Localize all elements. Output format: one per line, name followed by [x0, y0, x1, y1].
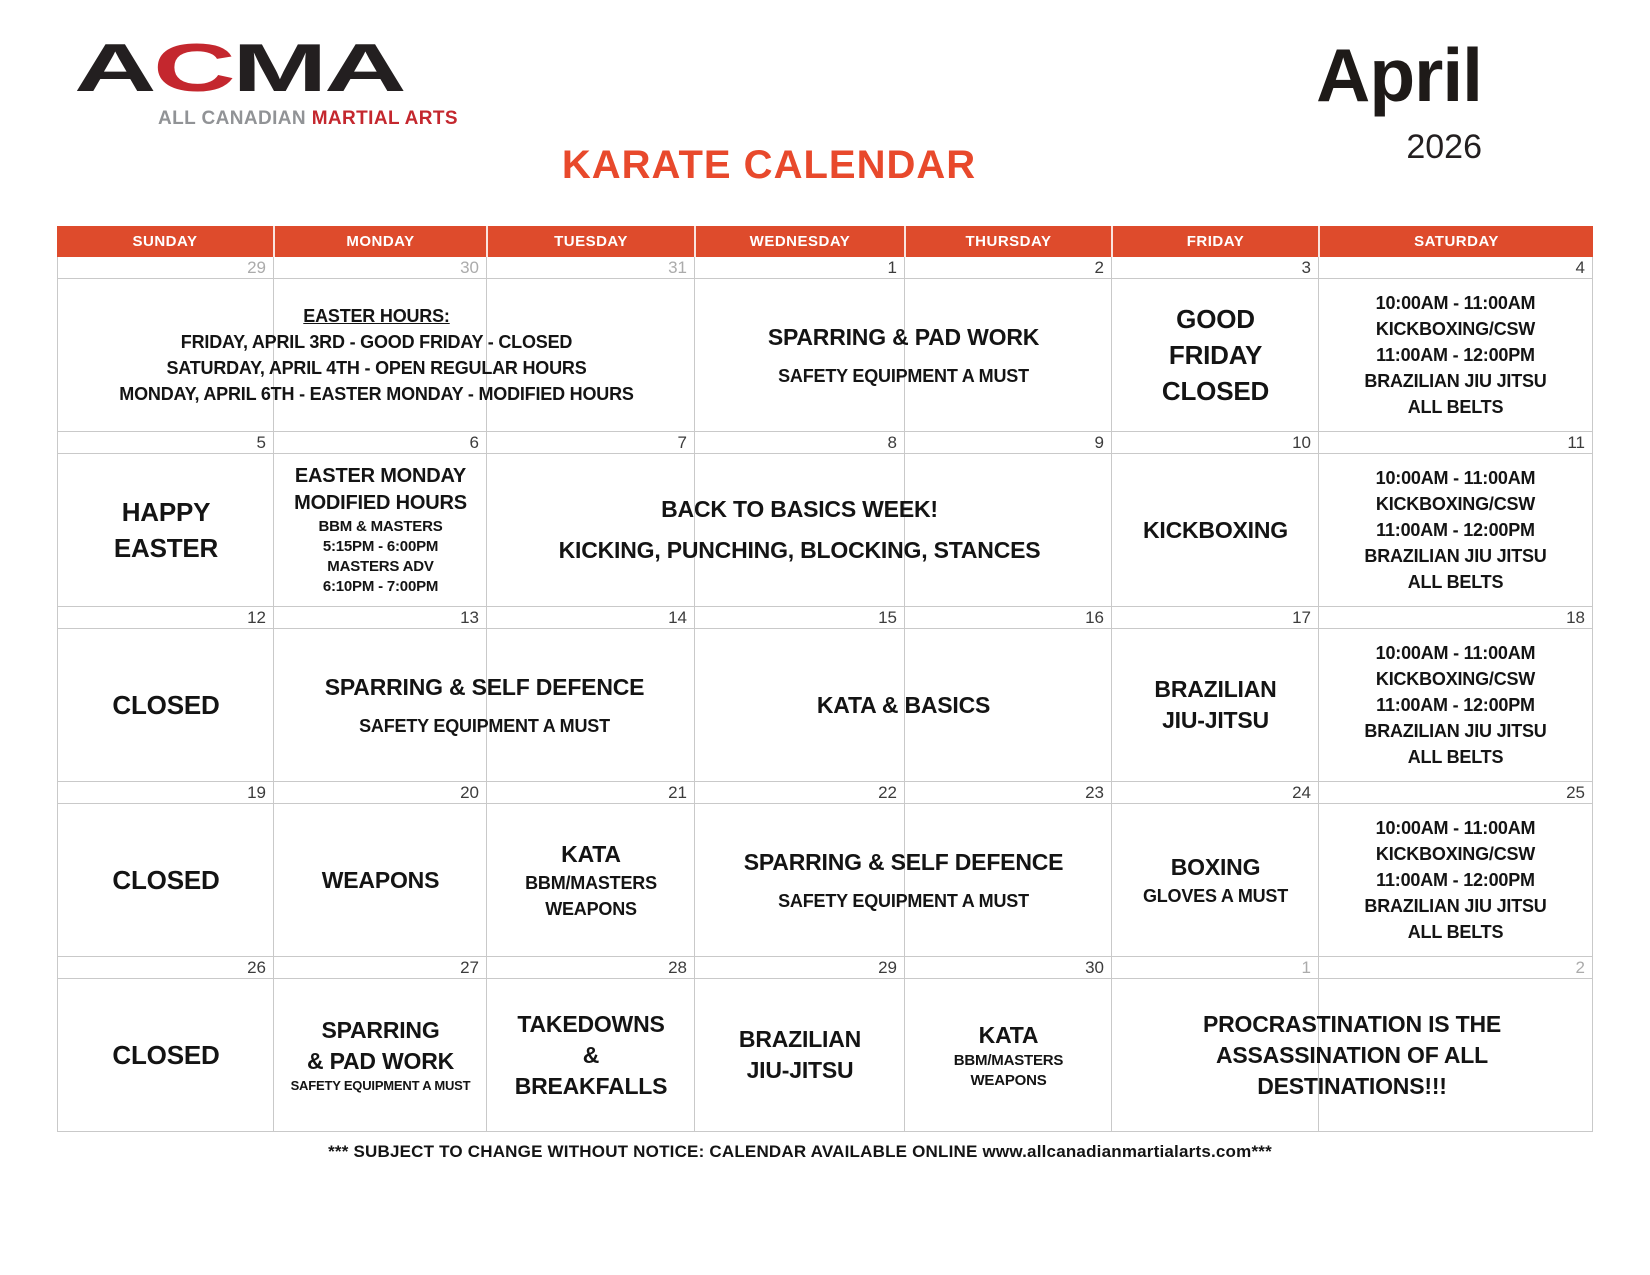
logo-tagline-all-canadian: ALL CANADIAN: [158, 108, 312, 129]
event-line: FRIDAY, APRIL 3RD - GOOD FRIDAY - CLOSED: [180, 332, 573, 352]
event-sparring-pad-work: [695, 279, 1112, 431]
event-line: 10:00AM - 11:00AM: [1375, 468, 1536, 488]
event-line: BBM & MASTERS: [318, 518, 443, 535]
event-closed: [58, 979, 274, 1131]
date-cell: 6: [274, 432, 487, 454]
event-line: HAPPY: [121, 497, 211, 527]
event-kata-bbm-masters-weapons: [487, 804, 695, 956]
event-line: MONDAY, APRIL 6TH - EASTER MONDAY - MODIFIED HOURS: [119, 384, 634, 404]
date-cell: 8: [695, 432, 905, 454]
event-sparring-self-defence: [274, 629, 695, 781]
event-line: KICKING, PUNCHING, BLOCKING, STANCES: [558, 537, 1041, 563]
event-line: BOXING: [1170, 853, 1261, 880]
event-good-friday-closed: [1112, 279, 1319, 431]
event-line: BREAKFALLS: [514, 1072, 668, 1099]
event-easter-hours-notice: [58, 279, 695, 431]
month-year: 2026: [1406, 128, 1482, 167]
day-header-row: [57, 226, 1593, 257]
date-cell: 25: [1319, 782, 1592, 804]
logo-letter-c: C: [153, 30, 233, 106]
event-line: BBM/MASTERS: [953, 1051, 1064, 1069]
event-line: SPARRING & PAD WORK: [767, 323, 1040, 350]
date-cell: 29: [695, 957, 905, 979]
date-cell: 29: [58, 257, 274, 279]
event-line: KICKBOXING/CSW: [1375, 319, 1536, 339]
date-cell: 19: [58, 782, 274, 804]
day-header-saturday: SATURDAY: [1318, 226, 1593, 257]
event-line: KICKBOXING: [1143, 516, 1288, 543]
event-brazilian-jiu-jitsu: [1112, 629, 1319, 781]
month-name: April: [1316, 33, 1482, 117]
logo-letter-m: M: [232, 30, 325, 106]
date-cell: 1: [1112, 957, 1319, 979]
date-cell: 30: [274, 257, 487, 279]
date-cell: 14: [487, 607, 695, 629]
event-line: GOOD: [1176, 304, 1255, 334]
event-line: SPARRING: [321, 1017, 440, 1043]
footer-notice: *** SUBJECT TO CHANGE WITHOUT NOTICE: CALENDAR AVAILABLE ONLINE www.allcanadianmartialarts.com***: [328, 1142, 1272, 1161]
event-line: SATURDAY, APRIL 4TH - OPEN REGULAR HOURS: [166, 358, 587, 378]
date-cell: 31: [487, 257, 695, 279]
day-header-friday: FRIDAY: [1111, 226, 1318, 257]
day-header-thursday: THURSDAY: [904, 226, 1111, 257]
page-title: KARATE CALENDAR: [561, 143, 977, 187]
event-line: FRIDAY: [1168, 340, 1263, 370]
event-saturday-schedule: [1319, 804, 1592, 956]
event-line: 6:10PM - 7:00PM: [322, 578, 439, 595]
calendar-weeks: [57, 257, 1593, 1132]
event-line: KICKBOXING/CSW: [1375, 494, 1536, 514]
logo-tagline-martial-arts: MARTIAL ARTS: [311, 108, 458, 129]
event-line: ALL BELTS: [1407, 922, 1504, 942]
event-kickboxing: [1112, 454, 1319, 606]
date-cell: 17: [1112, 607, 1319, 629]
day-header-monday: MONDAY: [273, 226, 486, 257]
date-cell: 4: [1319, 257, 1592, 279]
event-line: WEAPONS: [321, 866, 440, 893]
day-header-wednesday: WEDNESDAY: [694, 226, 904, 257]
event-line: BRAZILIAN JIU JITSU: [1364, 896, 1547, 916]
date-cell: 5: [58, 432, 274, 454]
event-line: MASTERS ADV: [327, 558, 434, 575]
event-line: BRAZILIAN JIU JITSU: [1364, 546, 1547, 566]
event-line: 5:15PM - 6:00PM: [322, 538, 439, 555]
event-line: ASSASSINATION OF ALL: [1215, 1041, 1488, 1068]
week-row-4: [57, 782, 1593, 957]
event-takedowns-breakfalls: [487, 979, 695, 1131]
event-line: CLOSED: [112, 1040, 220, 1070]
date-cell: 20: [274, 782, 487, 804]
event-sparring-pad-work: [274, 979, 487, 1131]
logo-letter-a2: A: [324, 30, 404, 106]
event-line: 11:00AM - 12:00PM: [1376, 870, 1535, 890]
event-line: SAFETY EQUIPMENT A MUST: [290, 1078, 471, 1093]
event-line: WEAPONS: [970, 1071, 1047, 1089]
date-cell: 9: [905, 432, 1112, 454]
event-closed: [58, 804, 274, 956]
logo-letter-a1: A: [74, 30, 154, 106]
event-line: EASTER HOURS:: [303, 306, 450, 326]
event-line: ALL BELTS: [1407, 572, 1504, 592]
event-line: BRAZILIAN JIU JITSU: [1364, 371, 1547, 391]
event-line: DESTINATIONS!!!: [1257, 1072, 1447, 1099]
acma-logo-word: [74, 30, 719, 106]
date-cell: 1: [695, 257, 905, 279]
date-cell: 11: [1319, 432, 1592, 454]
date-cell: 30: [905, 957, 1112, 979]
event-line: JIU-JITSU: [1162, 707, 1269, 733]
event-line: 11:00AM - 12:00PM: [1376, 695, 1535, 715]
event-saturday-schedule: [1319, 629, 1592, 781]
event-line: SAFETY EQUIPMENT A MUST: [359, 715, 610, 736]
event-saturday-schedule: [1319, 454, 1592, 606]
event-procrastination-quote: [1112, 979, 1592, 1131]
week-row-1: [57, 257, 1593, 432]
event-line: 10:00AM - 11:00AM: [1375, 293, 1536, 313]
event-line: 10:00AM - 11:00AM: [1375, 818, 1536, 838]
event-line: SAFETY EQUIPMENT A MUST: [778, 365, 1029, 386]
date-cell: 21: [487, 782, 695, 804]
event-line: KATA: [978, 1021, 1039, 1048]
date-cell: 10: [1112, 432, 1319, 454]
acma-logo: [74, 30, 458, 130]
event-line: ALL BELTS: [1407, 397, 1504, 417]
date-cell: 28: [487, 957, 695, 979]
date-cell: 24: [1112, 782, 1319, 804]
event-brazilian-jiu-jitsu: [695, 979, 905, 1131]
event-line: 11:00AM - 12:00PM: [1376, 345, 1535, 365]
event-line: CLOSED: [112, 865, 220, 895]
event-line: EASTER: [113, 533, 219, 563]
event-line: BACK TO BASICS WEEK!: [661, 496, 938, 522]
event-line: MODIFIED HOURS: [294, 492, 467, 514]
event-line: CLOSED: [112, 690, 220, 720]
date-cell: 7: [487, 432, 695, 454]
event-line: SPARRING & SELF DEFENCE: [324, 673, 645, 700]
event-line: CLOSED: [1161, 376, 1270, 406]
date-cell: 27: [274, 957, 487, 979]
event-line: EASTER MONDAY: [294, 465, 467, 487]
event-line: PROCRASTINATION IS THE: [1202, 1010, 1501, 1037]
event-line: &: [582, 1041, 600, 1068]
week-row-5: [57, 957, 1593, 1132]
event-easter-monday-hours: [274, 454, 487, 606]
date-cell: 12: [58, 607, 274, 629]
date-cell: 2: [905, 257, 1112, 279]
event-line: KATA: [561, 840, 621, 867]
event-kata-basics: [695, 629, 1112, 781]
day-header-tuesday: TUESDAY: [486, 226, 694, 257]
event-line: SAFETY EQUIPMENT A MUST: [778, 890, 1029, 911]
week-row-2: [57, 432, 1593, 607]
date-cell: 23: [905, 782, 1112, 804]
event-line: BRAZILIAN: [1154, 676, 1277, 702]
calendar-table: [57, 226, 1593, 1132]
event-happy-easter: [58, 454, 274, 606]
date-cell: 18: [1319, 607, 1592, 629]
event-line: WEAPONS: [545, 898, 637, 919]
event-sparring-self-defence: [695, 804, 1112, 956]
date-cell: 2: [1319, 957, 1592, 979]
date-cell: 22: [695, 782, 905, 804]
event-line: TAKEDOWNS: [517, 1010, 665, 1037]
event-line: SPARRING & SELF DEFENCE: [743, 848, 1064, 875]
event-line: 10:00AM - 11:00AM: [1375, 643, 1536, 663]
event-boxing: [1112, 804, 1319, 956]
week-row-3: [57, 607, 1593, 782]
event-saturday-schedule: [1319, 279, 1592, 431]
event-kata-bbm-masters-weapons: [905, 979, 1112, 1131]
event-line: BRAZILIAN: [738, 1026, 862, 1052]
event-back-to-basics-week: [487, 454, 1112, 606]
event-line: KICKBOXING/CSW: [1375, 844, 1536, 864]
event-line: BBM/MASTERS: [525, 872, 657, 893]
date-cell: 15: [695, 607, 905, 629]
logo-tagline: [158, 108, 458, 130]
event-line: KATA & BASICS: [816, 691, 991, 718]
date-cell: 3: [1112, 257, 1319, 279]
event-line: JIU-JITSU: [746, 1057, 854, 1083]
event-line: & PAD WORK: [306, 1048, 455, 1074]
event-line: GLOVES A MUST: [1142, 885, 1289, 906]
event-closed: [58, 629, 274, 781]
event-line: BRAZILIAN JIU JITSU: [1364, 721, 1547, 741]
date-cell: 16: [905, 607, 1112, 629]
date-cell: 13: [274, 607, 487, 629]
event-line: 11:00AM - 12:00PM: [1376, 520, 1535, 540]
event-line: KICKBOXING/CSW: [1375, 669, 1536, 689]
event-line: ALL BELTS: [1407, 747, 1504, 767]
day-header-sunday: SUNDAY: [132, 233, 198, 250]
event-weapons: [274, 804, 487, 956]
date-cell: 26: [58, 957, 274, 979]
